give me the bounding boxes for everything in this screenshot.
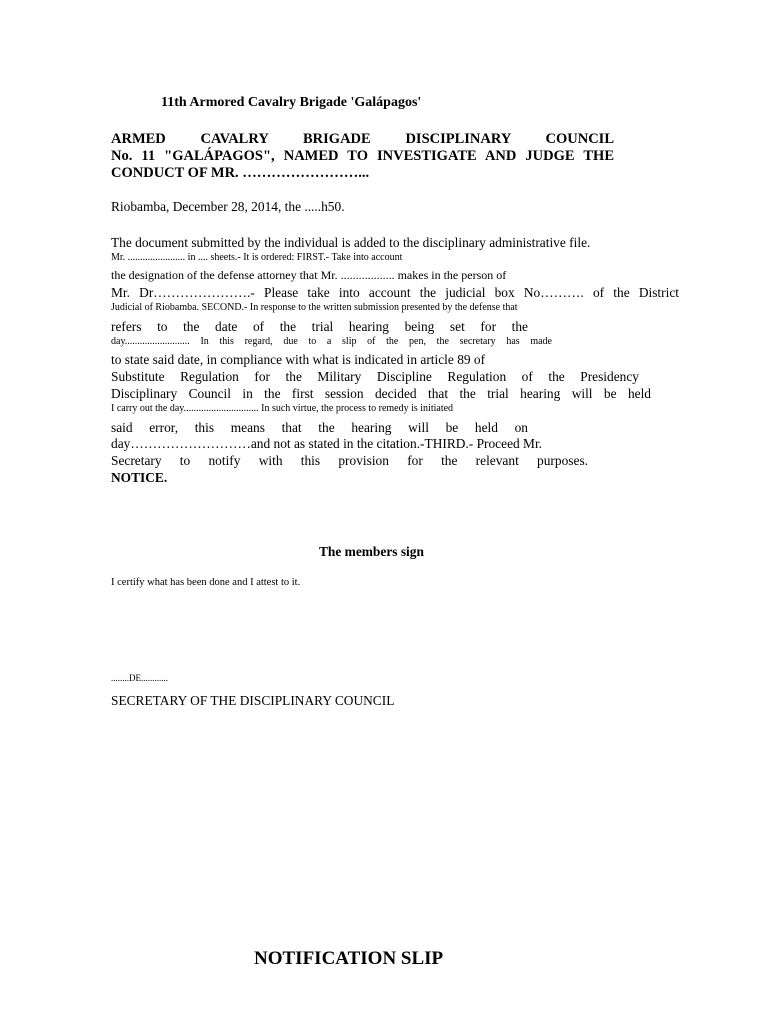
body-line: Disciplinary Council in the first session decided that the trial hearing will be held (111, 386, 651, 401)
body-line: Mr. ....................... in .... sheets.- It is ordered: FIRST.- Take into account (111, 252, 403, 263)
body-line: I carry out the day.............................. In such virtue, the process to remedy is initiated (111, 403, 454, 414)
body-line: to state said date, in compliance with what is indicated in article 89 of (111, 352, 486, 367)
council-title-line-3: CONDUCT OF MR. ……………………... (111, 165, 370, 181)
members-sign: The members sign (319, 544, 424, 559)
secretary-title: SECRETARY OF THE DISCIPLINARY COUNCIL (111, 693, 395, 708)
body-line: Judicial of Riobamba. SECOND.- In response to the written submission presented by the defense that (111, 302, 518, 313)
body-line: said error, this means that the hearing will be held on (111, 420, 528, 435)
body-line: day………………………and not as stated in the citation.-THIRD.- Proceed Mr. (111, 436, 543, 451)
body-line: refers to the date of the trial hearing being set for the (111, 319, 528, 334)
signature-de-line: ........DE............ (111, 673, 168, 683)
body-line: Secretary to notify with this provision for the relevant purposes. (111, 453, 588, 468)
body-line: Mr. Dr………………….- Please take into account the judicial box No………. of the District (111, 285, 679, 300)
notification-slip-title: NOTIFICATION SLIP (254, 948, 444, 969)
body-line: Substitute Regulation for the Military Discipline Regulation of the Presidency (111, 369, 639, 384)
brigade-title: 11th Armored Cavalry Brigade 'Galápagos' (161, 95, 422, 110)
body-line: NOTICE. (111, 470, 168, 485)
body-line: the designation of the defense attorney that Mr. .................. makes in the person of (111, 268, 507, 282)
council-title-line-1: ARMED CAVALRY BRIGADE DISCIPLINARY COUNCIL (111, 131, 614, 147)
council-title-line-2: No. 11 "GALÁPAGOS", NAMED TO INVESTIGATE AND JUDGE THE (111, 148, 614, 164)
body-line: day.......................... In this regard, due to a slip of the pen, the secretary has made (111, 336, 552, 347)
date-line: Riobamba, December 28, 2014, the .....h50. (111, 199, 345, 214)
certification-text: I certify what has been done and I attest to it. (111, 577, 301, 588)
body-line: The document submitted by the individual is added to the disciplinary administrative file. (111, 235, 591, 250)
